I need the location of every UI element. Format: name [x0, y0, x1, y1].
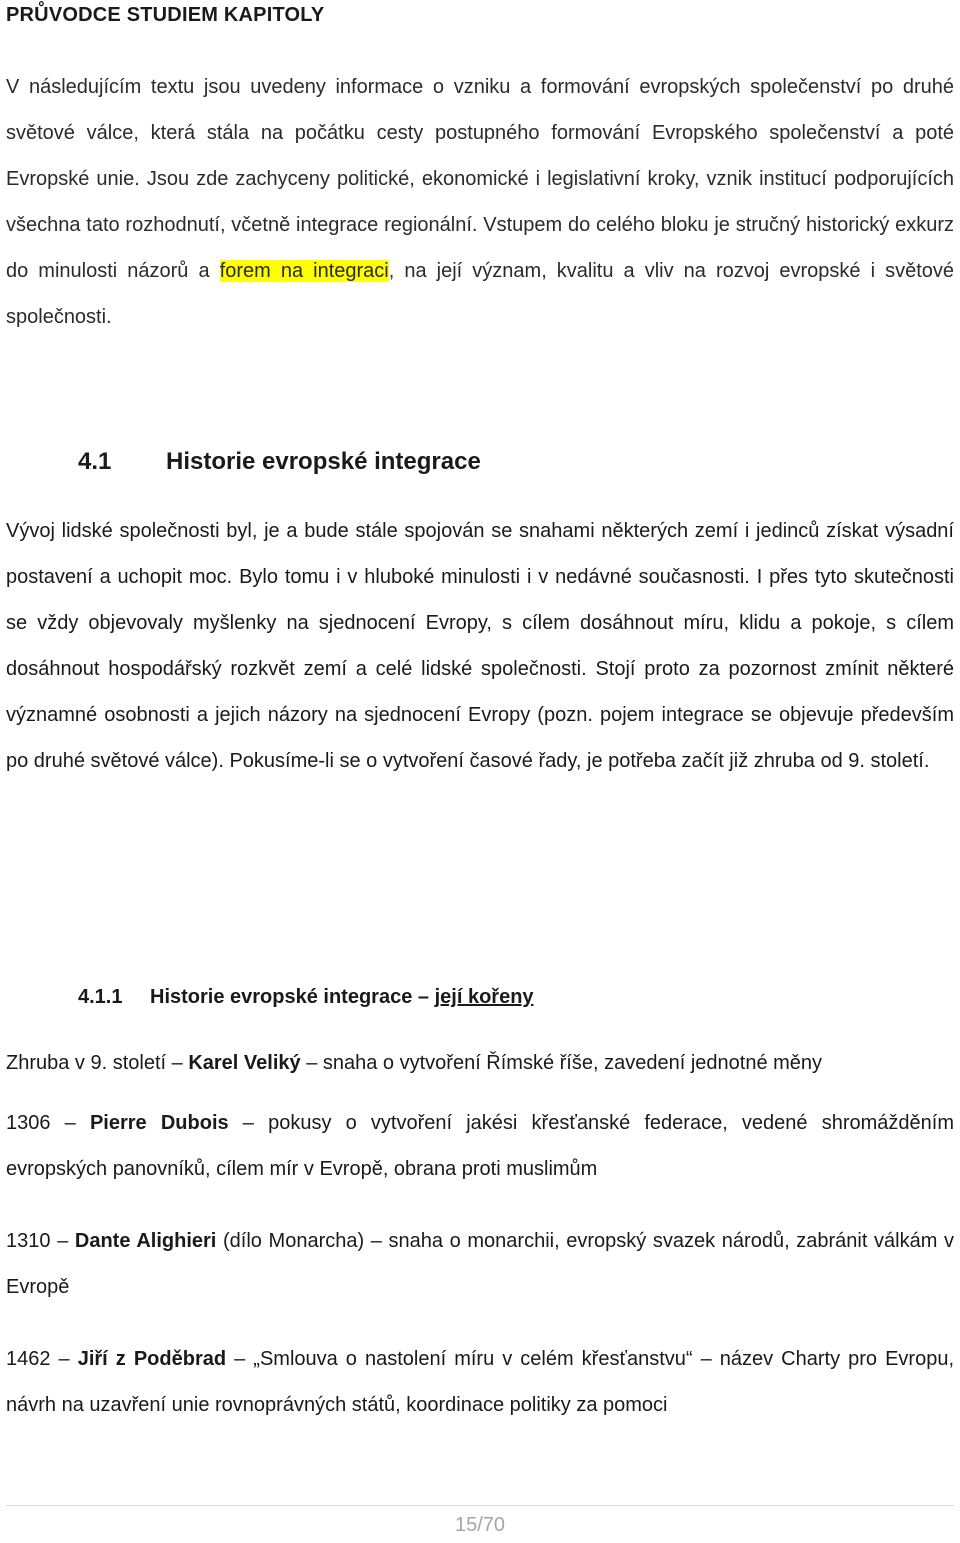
- timeline-date: Zhruba v 9. století –: [6, 1052, 183, 1074]
- footer-divider: [6, 1505, 954, 1506]
- timeline-person: Pierre Dubois: [89, 1112, 229, 1134]
- timeline-date: 1310 –: [6, 1230, 69, 1252]
- section-title: Historie evropské integrace: [166, 448, 481, 475]
- timeline-date: 1306 –: [6, 1112, 76, 1134]
- timeline-description: – „Smlouva o nastolení míru v celém křesťanstvu“ – název Charty pro Evropu, návrh na uzavření unie rovnoprávných států, koordinace politiky za pomoci: [6, 1348, 955, 1416]
- timeline-description: (dílo Monarcha) – snaha o monarchii, evropský svazek národů, zabránit válkám v Evropě: [6, 1230, 955, 1298]
- timeline-entry: [6, 1336, 954, 1428]
- section-heading: [78, 444, 481, 480]
- timeline-description: – snaha o vytvoření Římské říše, zavedení jednotné měny: [306, 1052, 823, 1074]
- subsection-title-underlined: její kořeny: [434, 986, 534, 1008]
- timeline-entry: [6, 1218, 954, 1310]
- timeline-date: 1462 –: [6, 1348, 70, 1370]
- timeline-person: Jiří z Poděbrad: [77, 1348, 227, 1370]
- chapter-guide-heading: PRŮVODCE STUDIEM KAPITOLY: [6, 4, 325, 26]
- section-body-paragraph: Vývoj lidské společnosti byl, je a bude stále spojován se snahami některých zemí i jedinců získat výsadní postavení a uchopit moc. Bylo tomu i v hluboké minulosti i v nedávné současnosti. I přes tyto skutečnosti se vždy objevovaly myšlenky na sjednocení Evropy, s cílem dosáhnout míru, klidu a pokoje, s cílem dosáhnout hospodářský rozkvět zemí a celé lidské společnosti. Stojí proto za pozornost zmínit některé významné osobnosti a jejich názory na sjednocení Evropy (pozn. pojem integrace se objevuje především po druhé světové válce). Pokusíme-li se o vytvoření časové řady, je potřeba začít již zhruba od 9. století.: [6, 520, 954, 772]
- timeline-entry: [6, 1040, 954, 1086]
- subsection-number: 4.1.1: [78, 986, 123, 1008]
- subsection-heading: 4.1.1 Historie evropské integrace – její kořeny: [78, 980, 534, 1014]
- intro-paragraph: [6, 64, 954, 340]
- timeline-person: Dante Alighieri: [74, 1230, 217, 1252]
- intro-text-end: , na její význam, kvalitu a vliv na rozvoj evropské i světové společnosti.: [6, 260, 955, 328]
- highlighted-text: forem na integraci: [219, 260, 389, 282]
- subsection-title: Historie evropské integrace: [150, 986, 413, 1008]
- section-number: 4.1: [78, 448, 112, 475]
- page-number: 15/70: [454, 1514, 506, 1536]
- timeline-description: – pokusy o vytvoření jakési křesťanské federace, vedené shromážděním evropských panovníků, cílem mír v Evropě, obrana proti muslimům: [6, 1112, 954, 1180]
- timeline-entry: [6, 1100, 954, 1192]
- intro-text: V následujícím textu jsou uvedeny informace o vzniku a formování evropských společenství po druhé světové válce, která stála na počátku cesty postupného formování Evropského společenství a poté Evropské unie. Jsou zde zachyceny politické, ekonomické i legislativní kroky, vznik institucí podporujících všechna tato rozhodnutí, včetně integrace regionální. Vstupem do celého bloku je stručný historický exkurz do minulosti názorů a: [6, 76, 954, 282]
- timeline-person: Karel Veliký: [188, 1052, 301, 1074]
